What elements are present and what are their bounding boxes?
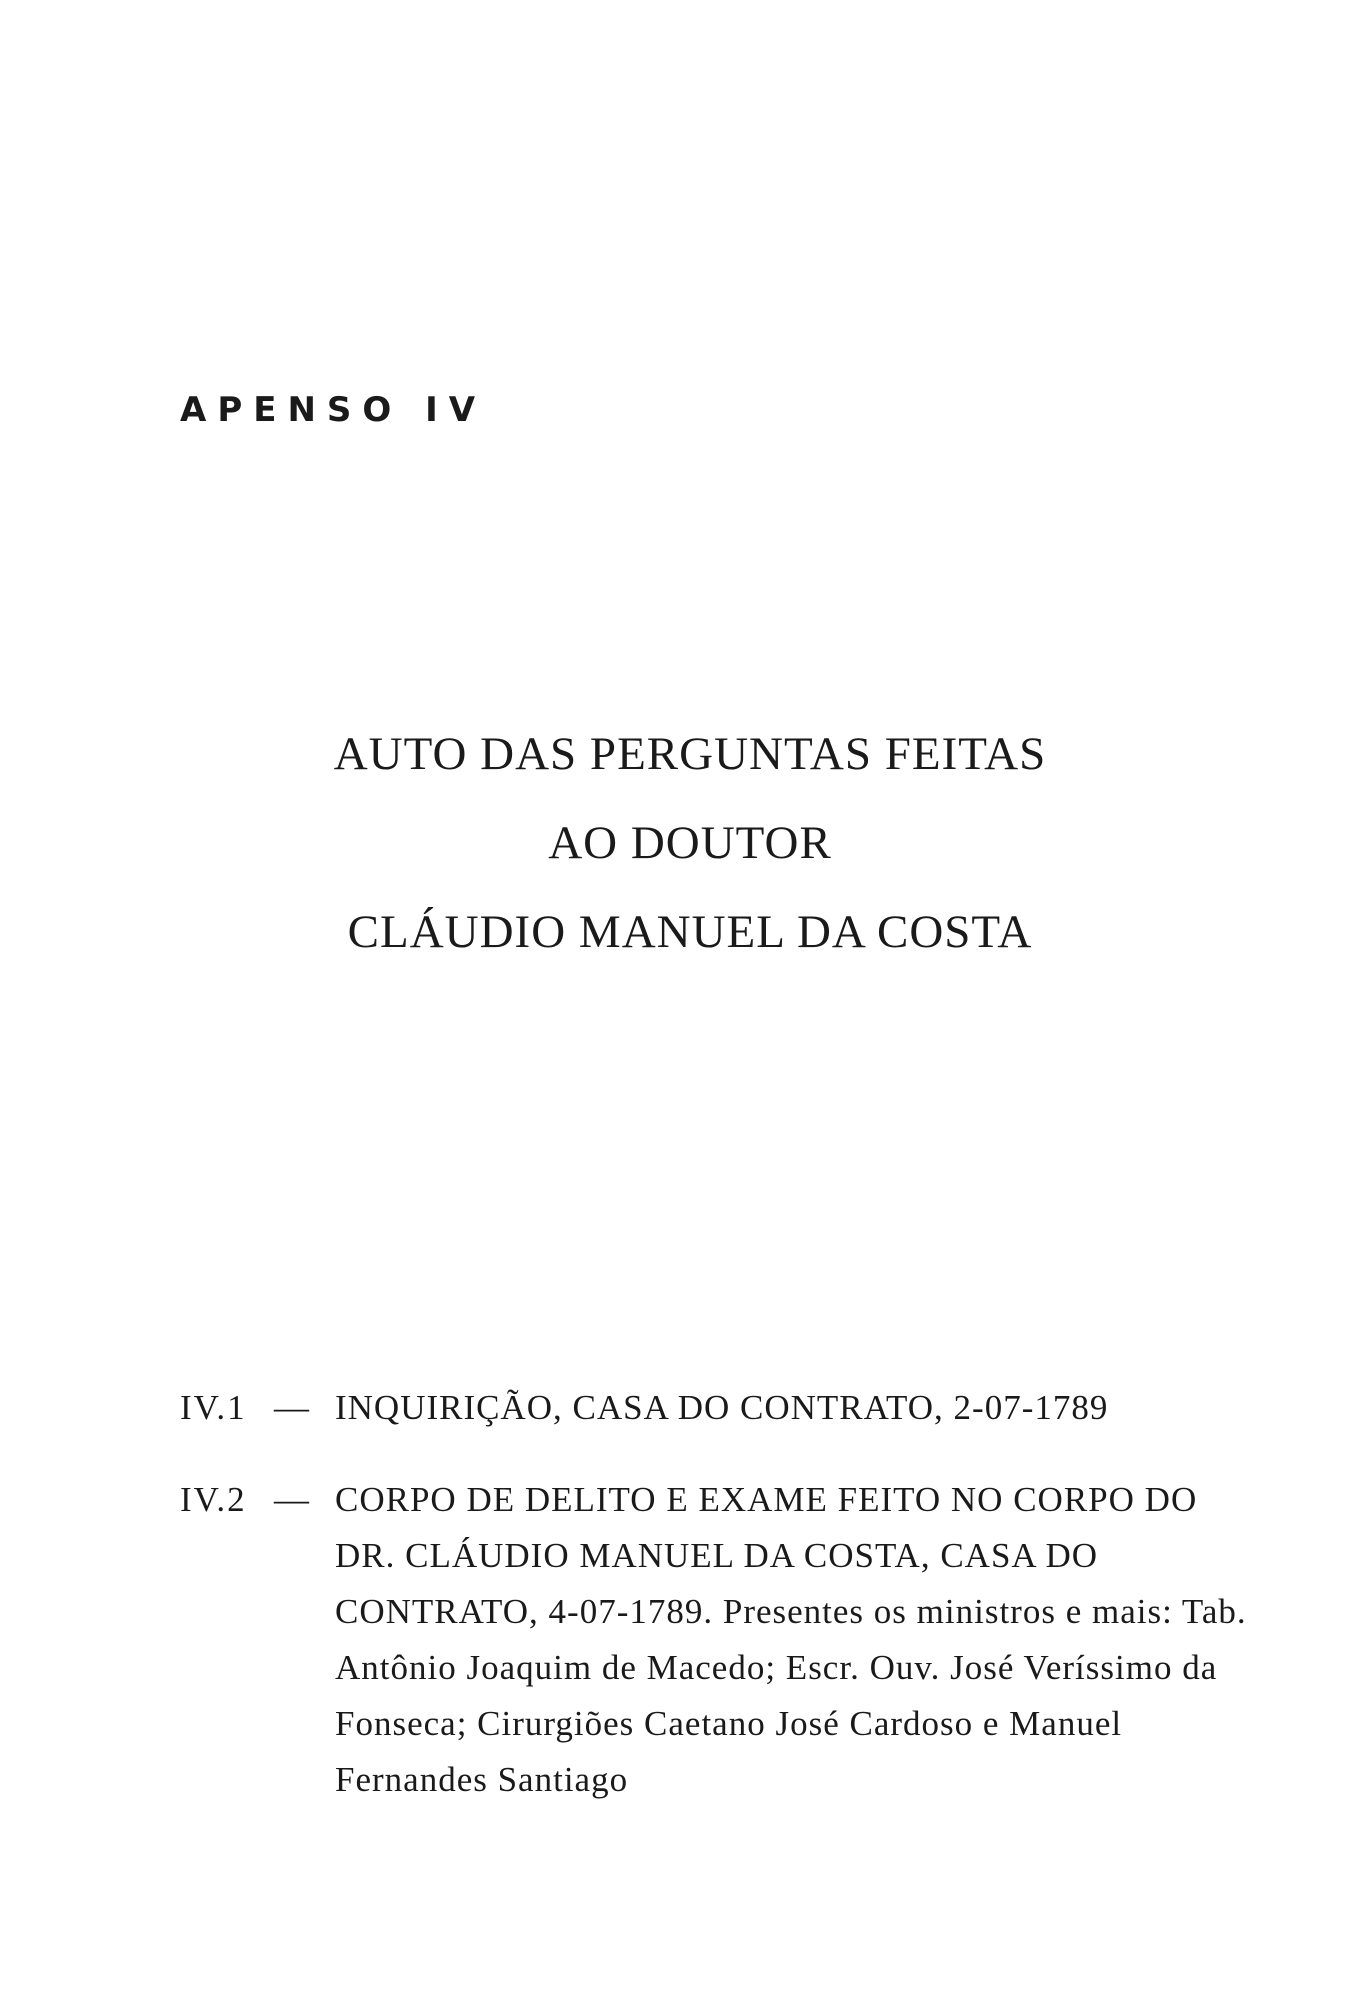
contents-item-iv-1 — [180, 1380, 1260, 1436]
title-line-1: AUTO DAS PERGUNTAS FEITAS — [333, 728, 1047, 780]
contents-list — [180, 1380, 1260, 1808]
title-line-3: CLÁUDIO MANUEL DA COSTA — [347, 906, 1033, 958]
contents-item-dash: — — [274, 1480, 309, 1519]
contents-item-number: IV.1 — [180, 1388, 247, 1427]
appendix-label: APENSO IV — [180, 390, 487, 430]
document-title — [200, 718, 1180, 968]
contents-item-text: CORPO DE DELITO E EXAME FEITO NO CORPO DO DR. CLÁUDIO MANUEL DA COSTA, CASA DO CONTRATO, 4-07-1789. Presentes os ministros e mais: Tab. Antônio Joaquim de Macedo; Escr. Ouv. José Veríssimo da Fonseca; Cirurgiões Caetano José Cardoso e Manuel Fernandes Santiago — [335, 1480, 1247, 1799]
contents-item-text: INQUIRIÇÃO, CASA DO CONTRATO, 2-07-1789 — [335, 1388, 1109, 1427]
contents-item-iv-2 — [180, 1472, 1260, 1808]
contents-item-number: IV.2 — [180, 1480, 247, 1519]
title-line-2: AO DOUTOR — [548, 817, 832, 869]
contents-item-dash: — — [274, 1388, 309, 1427]
